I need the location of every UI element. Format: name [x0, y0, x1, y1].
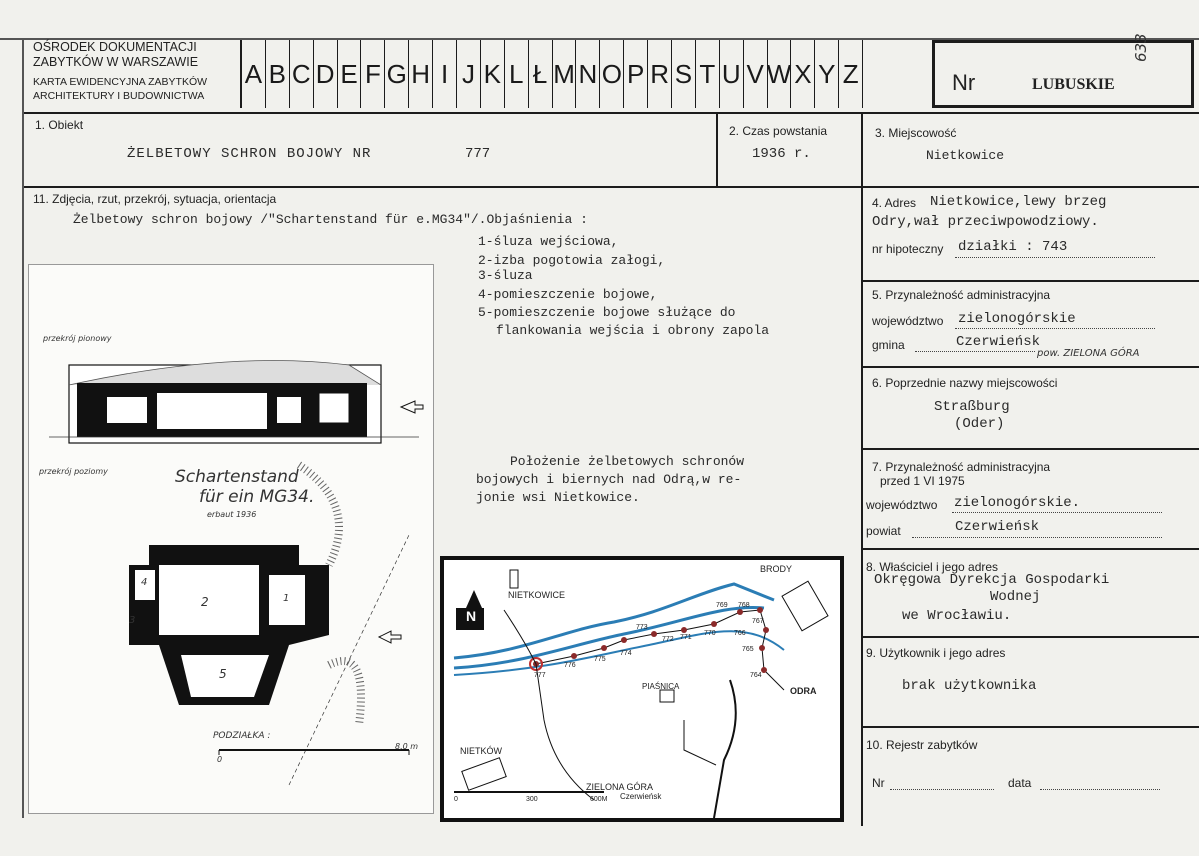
location-line3: jonie wsi Nietkowice.: [476, 490, 640, 505]
bunker-766: 766: [734, 630, 746, 637]
bunker-768: 768: [738, 602, 750, 609]
rejestr-label: 10. Rejestr zabytków: [866, 738, 978, 752]
bunker-775: 775: [594, 656, 606, 663]
index-letter: M: [553, 40, 577, 108]
drawing-title-line1: Schartenstand: [175, 467, 299, 487]
miejscowosc-label: 3. Miejscowość: [875, 126, 957, 140]
powiat-line: [912, 536, 1162, 538]
scale-zero: 0: [217, 755, 223, 764]
drawing-title-line2: für ein MG34.: [199, 487, 315, 507]
index-letter: T: [696, 40, 720, 108]
room-5: 5: [219, 667, 227, 681]
index-letter: G: [385, 40, 409, 108]
north-label: N: [466, 608, 477, 624]
scale-end: 8,0 m: [395, 742, 419, 751]
bunker-767: 767: [752, 618, 764, 625]
index-letter: Y: [815, 40, 839, 108]
index-letter: F: [361, 40, 385, 108]
header-line2: ZABYTKÓW W WARSZAWIE: [33, 55, 199, 69]
map-nietkow: NIETKÓW: [460, 746, 502, 756]
hipoteczny-label: nr hipoteczny: [872, 242, 944, 256]
powiat-label: powiat: [866, 524, 901, 538]
index-letter: J: [457, 40, 481, 108]
woj-value: zielonogórskie: [958, 311, 1076, 327]
gmina-value: Czerwieńsk: [956, 334, 1041, 350]
room-1: 1: [283, 593, 290, 604]
map-piasnica: PIAŚNICA: [642, 682, 680, 691]
wlasciciel-line1: Okręgowa Dyrekcja Gospodarki: [874, 572, 1110, 588]
room-4: 4: [141, 577, 148, 588]
map-scale-300: 300: [526, 796, 538, 803]
plan-label: przekrój poziomy: [39, 467, 108, 476]
uzytkownik-value: brak użytkownika: [902, 678, 1037, 694]
woj75-value: zielonogórskie.: [954, 495, 1081, 511]
rejestr-data-line: [1040, 788, 1160, 790]
map-zielona-gora: ZIELONA GÓRA: [586, 782, 654, 792]
gmina-label: gmina: [872, 338, 905, 352]
przynal-label: 5. Przynależność administracyjna: [872, 288, 1051, 302]
rejestr-nr-line: [890, 788, 994, 790]
row1-bottom-line: [22, 186, 1199, 188]
index-letter: P: [624, 40, 648, 108]
czas-label: 2. Czas powstania: [729, 124, 828, 138]
rejestr-data-label: data: [1008, 776, 1032, 790]
woj-label: województwo: [872, 314, 944, 328]
description-item-5: 5-pomieszczenie bojowe służące do: [478, 305, 736, 320]
header-line4: ARCHITEKTURY I BUDOWNICTWA: [33, 90, 205, 102]
map-brody: BRODY: [760, 564, 793, 574]
index-letter: N: [576, 40, 600, 108]
drawing-built: erbaut 1936: [207, 510, 257, 519]
miejscowosc-value: Nietkowice: [926, 148, 1005, 163]
bunker-770: 770: [704, 630, 716, 637]
uzytkownik-label: 9. Użytkownik i jego adres: [866, 646, 1006, 660]
region-number: 633: [1132, 33, 1150, 62]
index-letter: U: [720, 40, 744, 108]
nr-label: Nr: [952, 70, 976, 95]
index-letter: R: [648, 40, 672, 108]
room-3: 3: [129, 615, 136, 626]
bunker-774: 774: [620, 650, 632, 657]
czas-value: 1936 r.: [752, 146, 811, 162]
index-letter: D: [314, 40, 338, 108]
description-item-6: flankowania wejścia i obrony zapola: [496, 323, 770, 338]
wlasciciel-line2: Wodnej: [990, 589, 1041, 605]
adres-line2: Odry,wał przeciwpowodziowy.: [872, 214, 1099, 230]
adres-line1: Nietkowice,lewy brzeg: [930, 194, 1107, 210]
index-letter: E: [338, 40, 362, 108]
description-item-2: 2-izba pogotowia załogi,: [478, 253, 666, 268]
map-odra: ODRA: [790, 686, 817, 696]
index-letter: C: [290, 40, 314, 108]
index-letter: K: [481, 40, 505, 108]
rejestr-nr-label: Nr: [872, 776, 885, 790]
adres-label: 4. Adres: [872, 196, 917, 210]
bunker-776: 776: [564, 662, 576, 669]
location-line2: bojowych i biernych nad Odrą,w re-: [476, 472, 742, 487]
scale-label: PODZIAŁKA :: [213, 731, 271, 741]
bunker-777: 777: [534, 672, 546, 679]
header-line3: KARTA EWIDENCYJNA ZABYTKÓW: [33, 76, 208, 88]
powiat-value: Czerwieńsk: [955, 519, 1040, 535]
index-letter: B: [266, 40, 290, 108]
index-letter: A: [242, 40, 266, 108]
left-edge-line: [22, 38, 24, 818]
alphabet-index: [240, 40, 863, 108]
map-scale-600: 600M: [590, 796, 608, 803]
sep-8: [861, 636, 1199, 638]
index-letter: I: [433, 40, 457, 108]
technical-drawing: [28, 264, 434, 814]
zdjecia-label: 11. Zdjęcia, rzut, przekrój, sytuacja, orientacja: [33, 192, 277, 206]
woj75-line: [952, 511, 1162, 513]
description-item-1: 1-śluza wejściowa,: [478, 234, 619, 249]
index-letter: Z: [839, 40, 863, 108]
bunker-771: 771: [680, 634, 692, 641]
sep-7: [861, 548, 1199, 550]
index-letter: X: [791, 40, 815, 108]
obiekt-label: 1. Obiekt: [35, 118, 84, 132]
sep-4: [861, 280, 1199, 282]
hipoteczny-value: działki : 743: [958, 239, 1068, 255]
bunker-765: 765: [742, 646, 754, 653]
sep-6: [861, 448, 1199, 450]
description-item-4: 4-pomieszczenie bojowe,: [478, 287, 658, 302]
index-letter: L: [505, 40, 529, 108]
region-label: LUBUSKIE: [1032, 76, 1115, 93]
room-2: 2: [201, 595, 209, 609]
bunker-772: 772: [662, 636, 674, 643]
hipoteczny-line: [955, 256, 1155, 258]
poprzednie-line2: (Oder): [954, 416, 1005, 432]
location-map: [440, 556, 844, 822]
description-item-3: 3-śluza: [478, 268, 533, 283]
wlasciciel-label: 8. Właściciel i jego adres: [866, 560, 999, 574]
sep-9: [861, 726, 1199, 728]
poprzednie-label: 6. Poprzednie nazwy miejscowości: [872, 376, 1058, 390]
index-letter: S: [672, 40, 696, 108]
header-line1: OŚRODEK DOKUMENTACJI: [33, 40, 197, 54]
index-letter: Ł: [529, 40, 553, 108]
map-nietkowice: NIETKOWICE: [508, 590, 566, 600]
index-letter: W: [768, 40, 792, 108]
index-letter: V: [744, 40, 768, 108]
sep-5: [861, 366, 1199, 368]
map-czerwiensk: Czerwieńsk: [620, 792, 662, 801]
location-line1: Położenie żelbetowych schronów: [510, 454, 745, 469]
bunker-773: 773: [636, 624, 648, 631]
przynal75-label1: 7. Przynależność administracyjna: [872, 460, 1051, 474]
index-letter: H: [409, 40, 433, 108]
map-scale-zero: 0: [454, 796, 458, 803]
woj75-label: województwo: [866, 498, 938, 512]
obiekt-number: 777: [465, 146, 491, 162]
description-line1: Żelbetowy schron bojowy /"Schartenstand für e.MG34"/.Objaśnienia :: [73, 212, 588, 227]
obiekt-value: ŻELBETOWY SCHRON BOJOWY NR: [127, 146, 372, 162]
wlasciciel-line3: we Wrocławiu.: [902, 608, 1012, 624]
bunker-764: 764: [750, 672, 762, 679]
poprzednie-line1: Straßburg: [934, 399, 1010, 415]
gmina-note: pow. ZIELONA GÓRA: [1037, 348, 1140, 359]
right-column-divider: [861, 112, 863, 826]
woj-line: [955, 327, 1155, 329]
bunker-769: 769: [716, 602, 728, 609]
row1-divider-a: [716, 112, 718, 186]
index-letter: O: [600, 40, 624, 108]
gmina-line: [915, 350, 1035, 352]
header-bottom-line: [22, 112, 1199, 114]
przynal75-label2: przed 1 VI 1975: [880, 474, 965, 488]
section-label: przekrój pionowy: [43, 334, 112, 343]
